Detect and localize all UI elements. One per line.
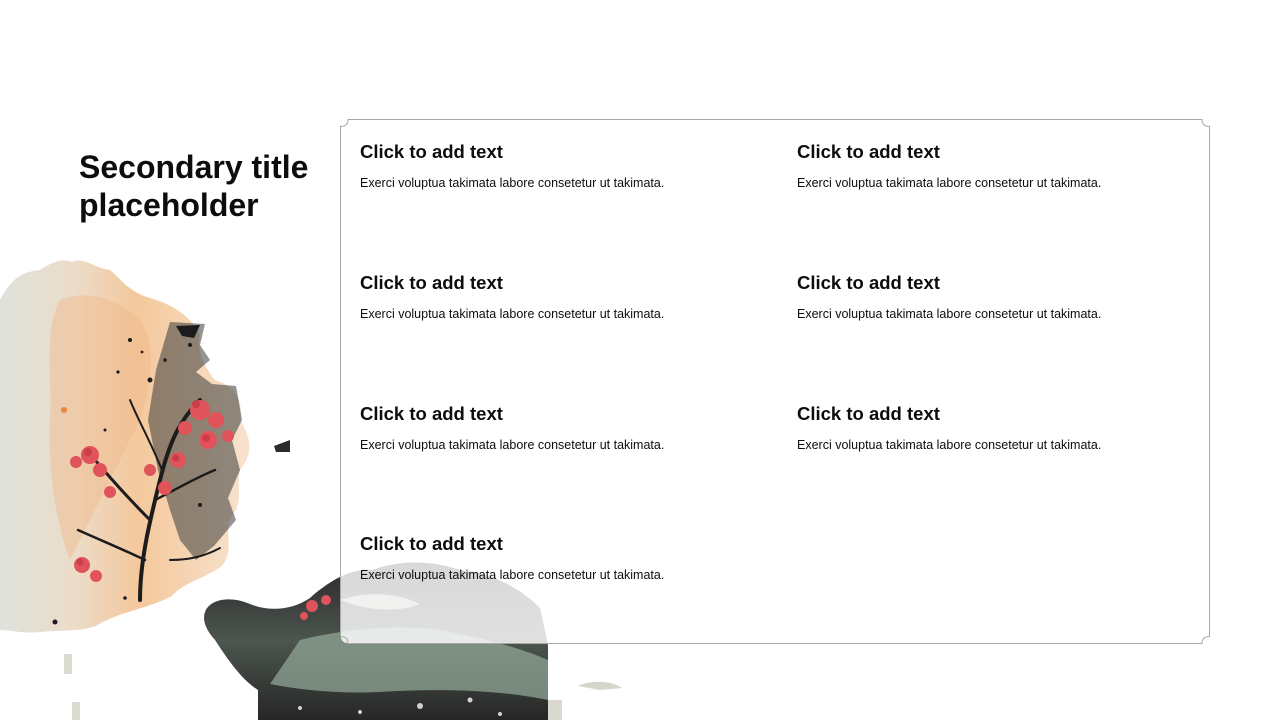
item-heading[interactable]: Click to add text (360, 533, 503, 554)
item-text[interactable]: Exerci voluptua takimata labore consetetur ut takimata. (797, 176, 1102, 190)
item-text[interactable]: Exerci voluptua takimata labore consetetur ut takimata. (360, 438, 665, 452)
text-item-7[interactable] (360, 533, 760, 583)
text-item-6[interactable] (797, 403, 1197, 453)
item-heading[interactable]: Click to add text (360, 272, 503, 293)
text-item-2[interactable] (797, 141, 1197, 191)
item-text[interactable]: Exerci voluptua takimata labore consetetur ut takimata. (797, 307, 1102, 321)
item-text[interactable]: Exerci voluptua takimata labore consetetur ut takimata. (360, 176, 665, 190)
item-heading[interactable]: Click to add text (797, 272, 940, 293)
content-panel (340, 119, 1210, 644)
item-text[interactable]: Exerci voluptua takimata labore consetetur ut takimata. (797, 438, 1102, 452)
left-watercolor-blob (0, 260, 290, 632)
item-text[interactable]: Exerci voluptua takimata labore consetetur ut takimata. (360, 307, 665, 321)
text-item-3[interactable] (360, 272, 760, 322)
item-text[interactable]: Exerci voluptua takimata labore consetetur ut takimata. (360, 568, 665, 582)
item-heading[interactable]: Click to add text (797, 141, 940, 162)
item-heading[interactable]: Click to add text (360, 141, 503, 162)
slide-title[interactable]: Secondary title placeholder (79, 149, 309, 223)
item-heading[interactable]: Click to add text (360, 403, 503, 424)
item-heading[interactable]: Click to add text (797, 403, 940, 424)
text-item-5[interactable] (360, 403, 760, 453)
text-item-4[interactable] (797, 272, 1197, 322)
text-item-1[interactable] (360, 141, 760, 191)
